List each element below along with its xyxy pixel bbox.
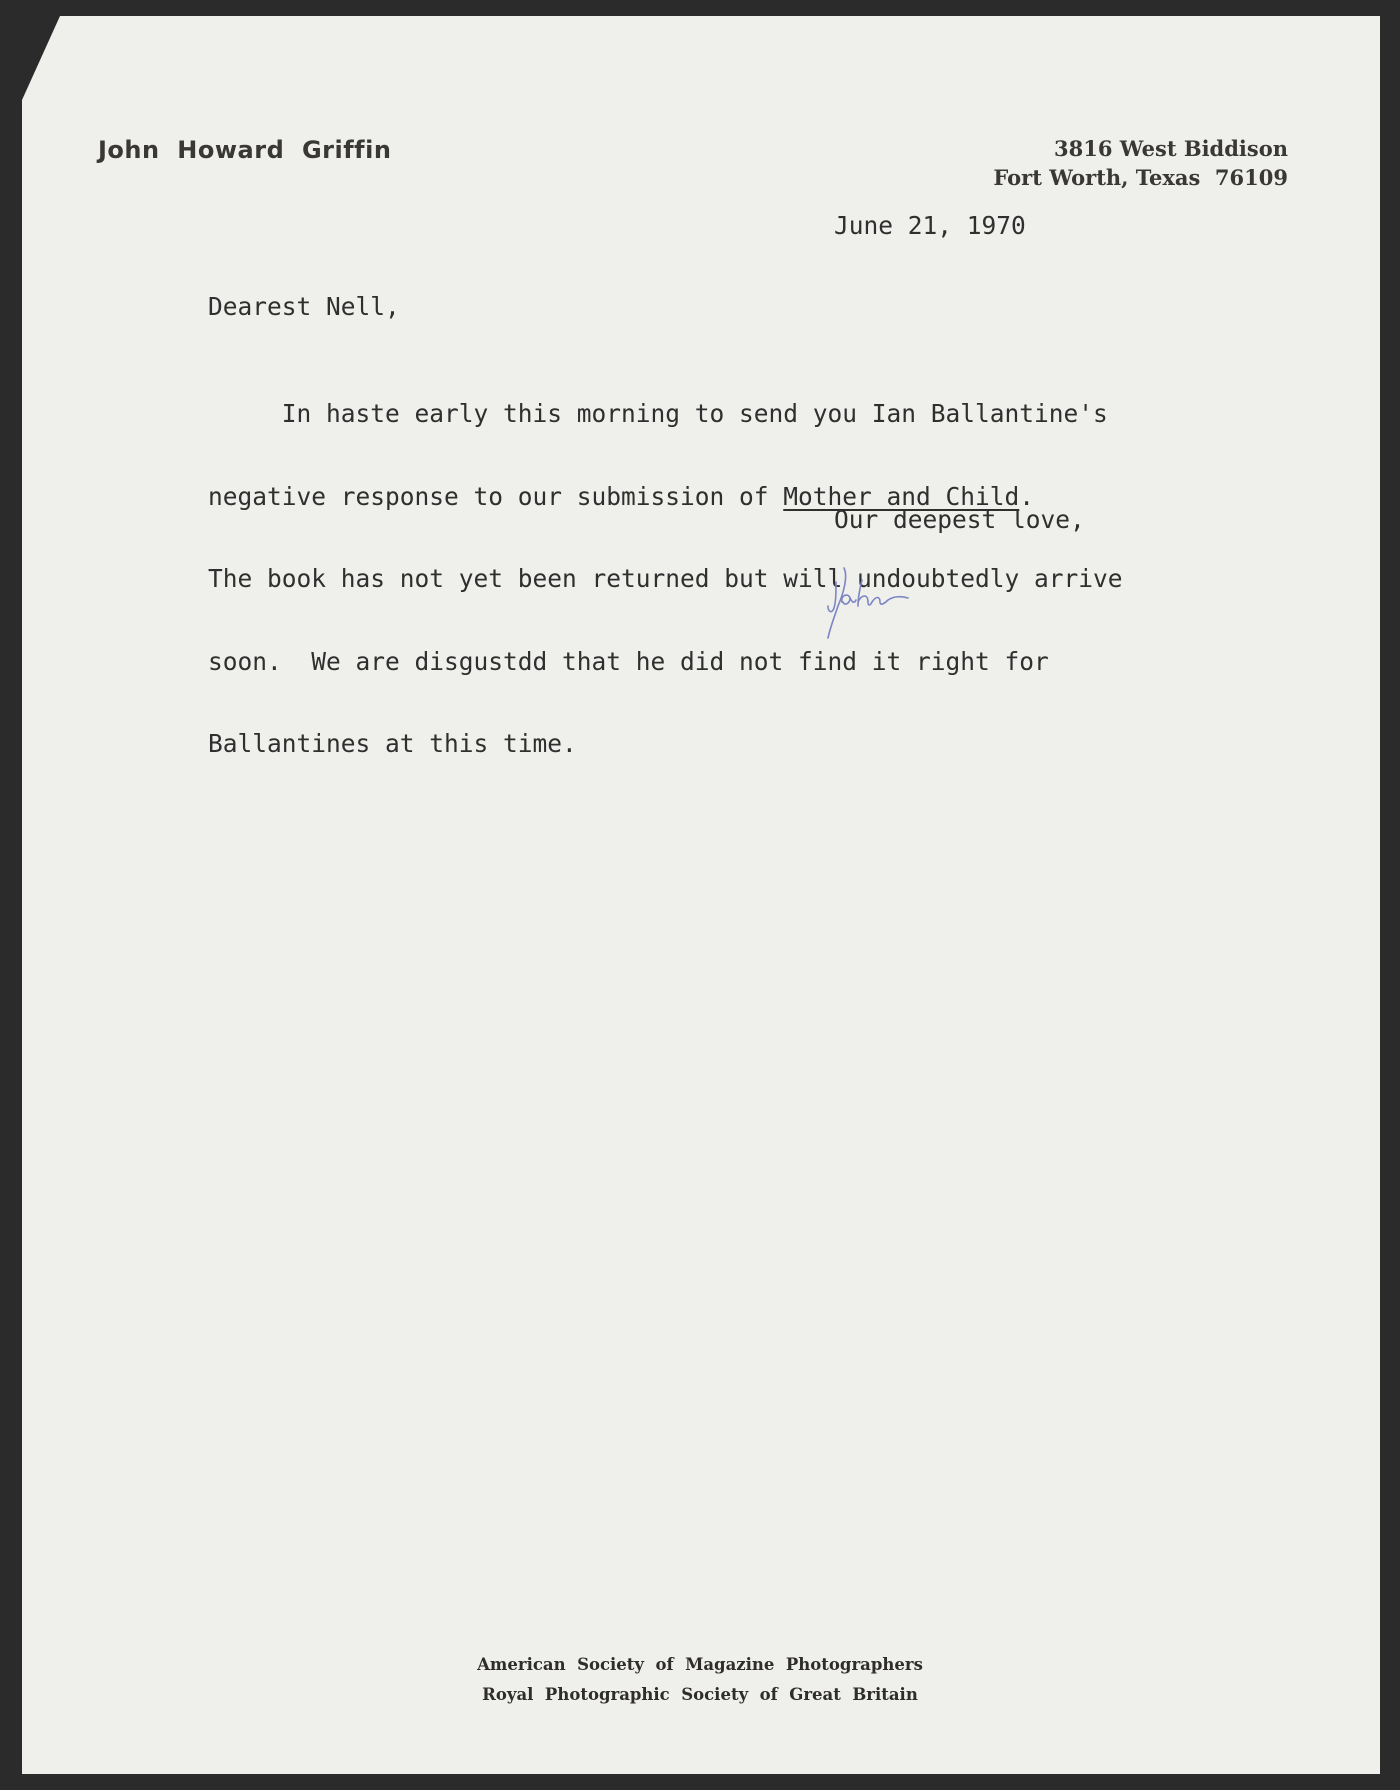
body-line-5: Ballantines at this time. — [208, 729, 577, 758]
footer-line-1: American Society of Magazine Photographers — [477, 1655, 923, 1674]
book-title: Mother and Child — [783, 481, 1020, 511]
body-line-1: In haste early this morning to send you Ian Ballantine's — [208, 399, 1108, 428]
letter-body — [208, 345, 1123, 813]
letterhead-footer — [0, 1650, 1400, 1710]
address-line-1: 3816 West Biddison — [1054, 136, 1288, 161]
body-line-3: The book has not yet been returned but will undoubtedly arrive — [208, 564, 1123, 593]
letterhead-address — [888, 134, 1288, 192]
body-line-2-start: negative response to our submission of — [208, 481, 784, 511]
closing: Our deepest love, — [834, 505, 1085, 534]
letter-sheet — [22, 16, 1380, 1774]
letter-date: June 21, 1970 — [834, 211, 1026, 240]
address-line-2: Fort Worth, Texas 76109 — [993, 165, 1288, 190]
footer-line-2: Royal Photographic Society of Great Britain — [482, 1685, 918, 1704]
handwritten-signature — [822, 562, 942, 640]
salutation: Dearest Nell, — [208, 292, 400, 321]
body-line-2-end: . — [1019, 481, 1035, 511]
body-line-4: soon. We are disgustdd that he did not find it right for — [208, 646, 1049, 676]
letterhead-name: John Howard Griffin — [98, 136, 392, 164]
